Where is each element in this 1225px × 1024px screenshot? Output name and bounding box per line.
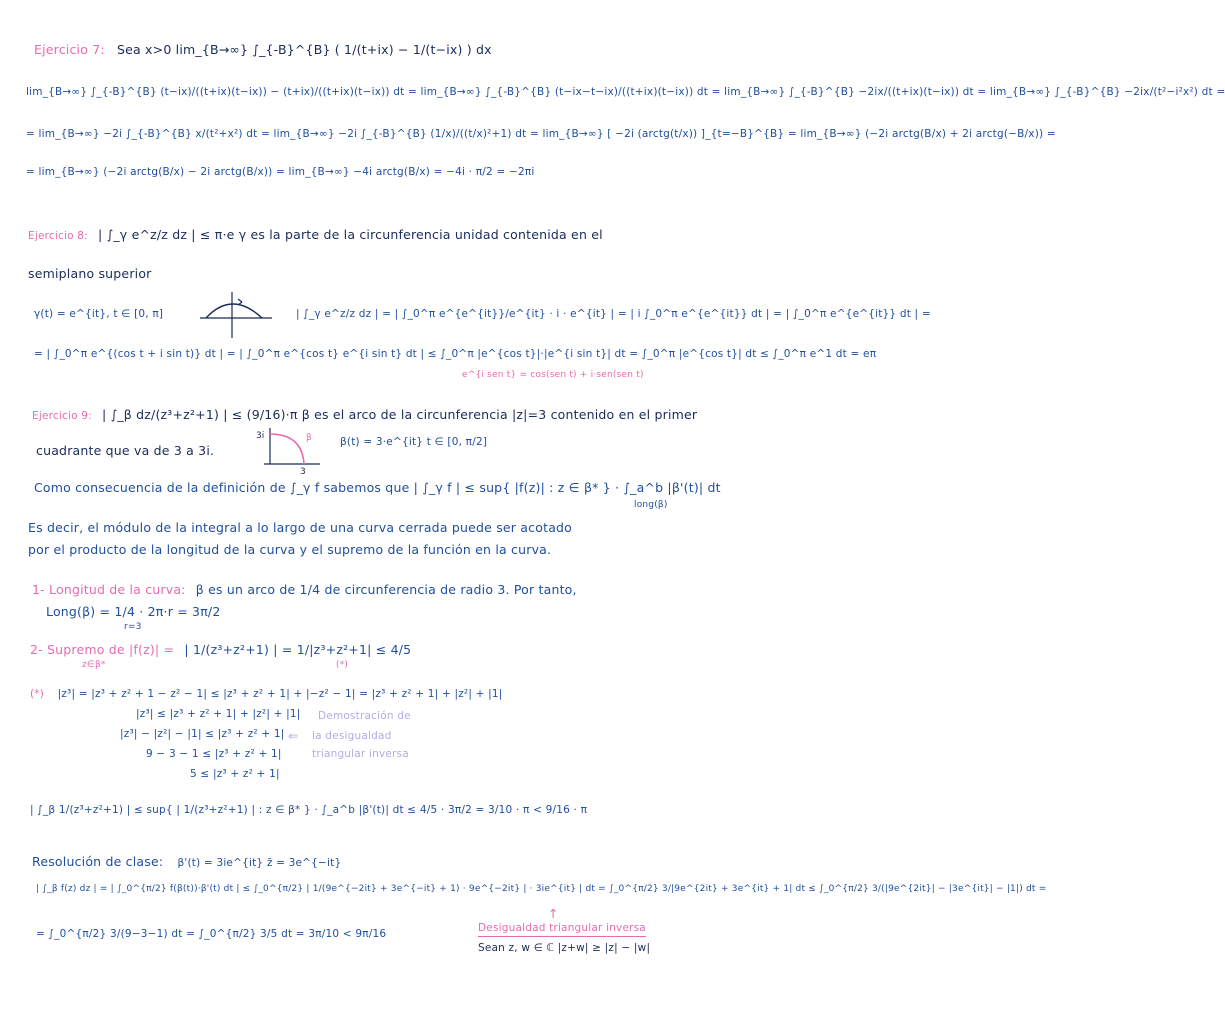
ex8-statement: | ∫_γ e^z/z dz | ≤ π·e γ es la parte de la circunferencia unidad contenida en el xyxy=(98,227,603,242)
step1-label: 1- Longitud de la curva: xyxy=(32,582,186,597)
semicircle-figure xyxy=(196,288,276,340)
demo-note-3: triangular inversa xyxy=(312,748,409,760)
demo-note-2: la desigualdad xyxy=(312,730,392,742)
step2-sub: z∈β* xyxy=(82,660,106,670)
ex9-label: Ejercicio 9: xyxy=(32,410,92,422)
resolution-line-2: = ∫_0^{π/2} 3/(9−3−1) dt = ∫_0^{π/2} 3/5 dt = 3π/10 < 9π/16 xyxy=(36,928,387,940)
fig-label-3: 3 xyxy=(300,467,306,477)
semicircle-arc xyxy=(206,304,262,318)
ex9-statement: | ∫_β dz/(z³+z²+1) | ≤ (9/16)·π β es el arco de la circunferencia |z|=3 contenido en el primer xyxy=(102,407,698,422)
fig-label-beta: β xyxy=(306,433,312,443)
resolution-label: Resolución de clase: xyxy=(32,854,164,869)
resolution-line-1: | ∫_β f(z) dz | = | ∫_0^{π/2} f(β(t))·β'(t) dt | ≤ ∫_0^{π/2} | 1/(9e^{−2it} + 3e^{−it} + 1) · 9e^{−2it} | · 3ie^{it} | dt = ∫_0^{π/2} 3/|9e^{2it} + 3e^{it} + 1| dt ≤ ∫_0^{π/2} 3/(|9e^{2it}| − |3e^{it}| − |1|) dt = xyxy=(36,884,1047,894)
quarter-arc xyxy=(270,434,304,464)
ex9-es-decir-2: por el producto de la longitud de la curva y el supremo de la función en la curva. xyxy=(28,542,552,557)
ex8-note: e^{i sen t} = cos(sen t) + i·sen(sen t) xyxy=(462,370,644,380)
step2-formula: | 1/(z³+z²+1) | = 1/|z³+z²+1| ≤ 4/5 xyxy=(184,642,412,657)
ex8-label: Ejercicio 8: xyxy=(28,230,88,242)
inverse-triangle-title: Desigualdad triangular inversa xyxy=(478,922,646,937)
ex7-line2: = lim_{B→∞} −2i ∫_{-B}^{B} x/(t²+x²) dt = lim_{B→∞} −2i ∫_{-B}^{B} (1/x)/((t/x)²+1) dt = lim_{B→∞} [ −2i (arctg(t/x)) ]_{t=−B}^{B} = lim_{B→∞} (−2i arctg(B/x) + 2i arctg(−B/x)) = xyxy=(26,128,1056,140)
demo-note-1: Demostración de xyxy=(318,710,411,722)
step1-r: r=3 xyxy=(124,622,142,632)
ex9-final: | ∫_β 1/(z³+z²+1) | ≤ sup{ | 1/(z³+z²+1) | : z ∈ β* } · ∫_a^b |β'(t)| dt ≤ 4/5 · 3π/2 = 3/10 · π < 9/16 · π xyxy=(30,804,588,816)
resolution-defs: β'(t) = 3ie^{it} z̄ = 3e^{−it} xyxy=(177,857,342,869)
star-label: (*) xyxy=(30,688,45,700)
ex7-line3: = lim_{B→∞} (−2i arctg(B/x) − 2i arctg(B/x)) = lim_{B→∞} −4i arctg(B/x) = −4i · π/2 = −2πi xyxy=(26,166,535,178)
star-line-1: |z³| = |z³ + z² + 1 − z² − 1| ≤ |z³ + z² + 1| + |−z² − 1| = |z³ + z² + 1| + |z²| + |1| xyxy=(57,688,503,700)
step2-mark: (*) xyxy=(336,660,349,670)
quarter-arc-figure xyxy=(254,424,324,476)
arc-direction-arrow xyxy=(238,299,242,305)
star-line-2: |z³| ≤ |z³ + z² + 1| + |z²| + |1| xyxy=(136,708,301,720)
ex9-consequence: Como consecuencia de la definición de ∫_γ f sabemos que | ∫_γ f | ≤ sup{ |f(z)| : z ∈ β* } · ∫_a^b |β'(t)| dt xyxy=(34,480,721,495)
box-arrow: ↑ xyxy=(548,906,559,921)
ex8-statement-2: semiplano superior xyxy=(28,266,152,281)
fig-label-3i: 3i xyxy=(256,431,265,441)
ex7-line1: lim_{B→∞} ∫_{-B}^{B} (t−ix)/((t+ix)(t−ix)) − (t+ix)/((t+ix)(t−ix)) dt = lim_{B→∞} ∫_{-B}^{B} (t−ix−t−ix)/((t+ix)(t−ix)) dt = lim_{B→∞} ∫_{-B}^{B} −2ix/((t+ix)(t−ix)) dt = lim_{B→∞} ∫_{-B}^{B} −2ix/(t²−i²x²) dt = xyxy=(26,86,1225,98)
ex7-statement: Sea x>0 lim_{B→∞} ∫_{-B}^{B} ( 1/(t+ix) − 1/(t−ix) ) dx xyxy=(117,42,492,57)
ex8-line1: | ∫_γ e^z/z dz | = | ∫_0^π e^{e^{it}}/e^{it} · i · e^{it} | = | i ∫_0^π e^{e^{it}} dt | = | ∫_0^π e^{e^{it}} dt | = xyxy=(296,308,931,320)
ex7-label: Ejercicio 7: xyxy=(34,42,105,57)
star-line-5: 5 ≤ |z³ + z² + 1| xyxy=(190,768,280,780)
step1-text: β es un arco de 1/4 de circunferencia de radio 3. Por tanto, xyxy=(195,582,577,597)
ex9-statement-2: cuadrante que va de 3 a 3i. xyxy=(36,443,215,458)
step2-label: 2- Supremo de |f(z)| = xyxy=(30,642,175,657)
ex8-param: γ(t) = e^{it}, t ∈ [0, π] xyxy=(34,308,164,320)
step1-formula: Long(β) = 1/4 · 2π·r = 3π/2 xyxy=(46,604,221,619)
inverse-triangle-text: Sean z, w ∈ ℂ |z+w| ≥ |z| − |w| xyxy=(478,942,651,954)
ex9-param: β(t) = 3·e^{it} t ∈ [0, π/2] xyxy=(340,436,488,448)
ex9-consequence-long: long(β) xyxy=(634,500,668,510)
star-line-4: 9 − 3 − 1 ≤ |z³ + z² + 1| xyxy=(146,748,282,760)
demo-arrow: ⇐ xyxy=(288,728,299,743)
ex9-es-decir-1: Es decir, el módulo de la integral a lo largo de una curva cerrada puede ser acotado xyxy=(28,520,573,535)
ex8-line2: = | ∫_0^π e^{(cos t + i sin t)} dt | = | ∫_0^π e^{cos t} e^{i sin t} dt | ≤ ∫_0^π |e^{cos t}|·|e^{i sin t}| dt = ∫_0^π |e^{cos t}| dt ≤ ∫_0^π e^1 dt = eπ xyxy=(34,348,877,360)
star-line-3: |z³| − |z²| − |1| ≤ |z³ + z² + 1| xyxy=(120,728,285,740)
